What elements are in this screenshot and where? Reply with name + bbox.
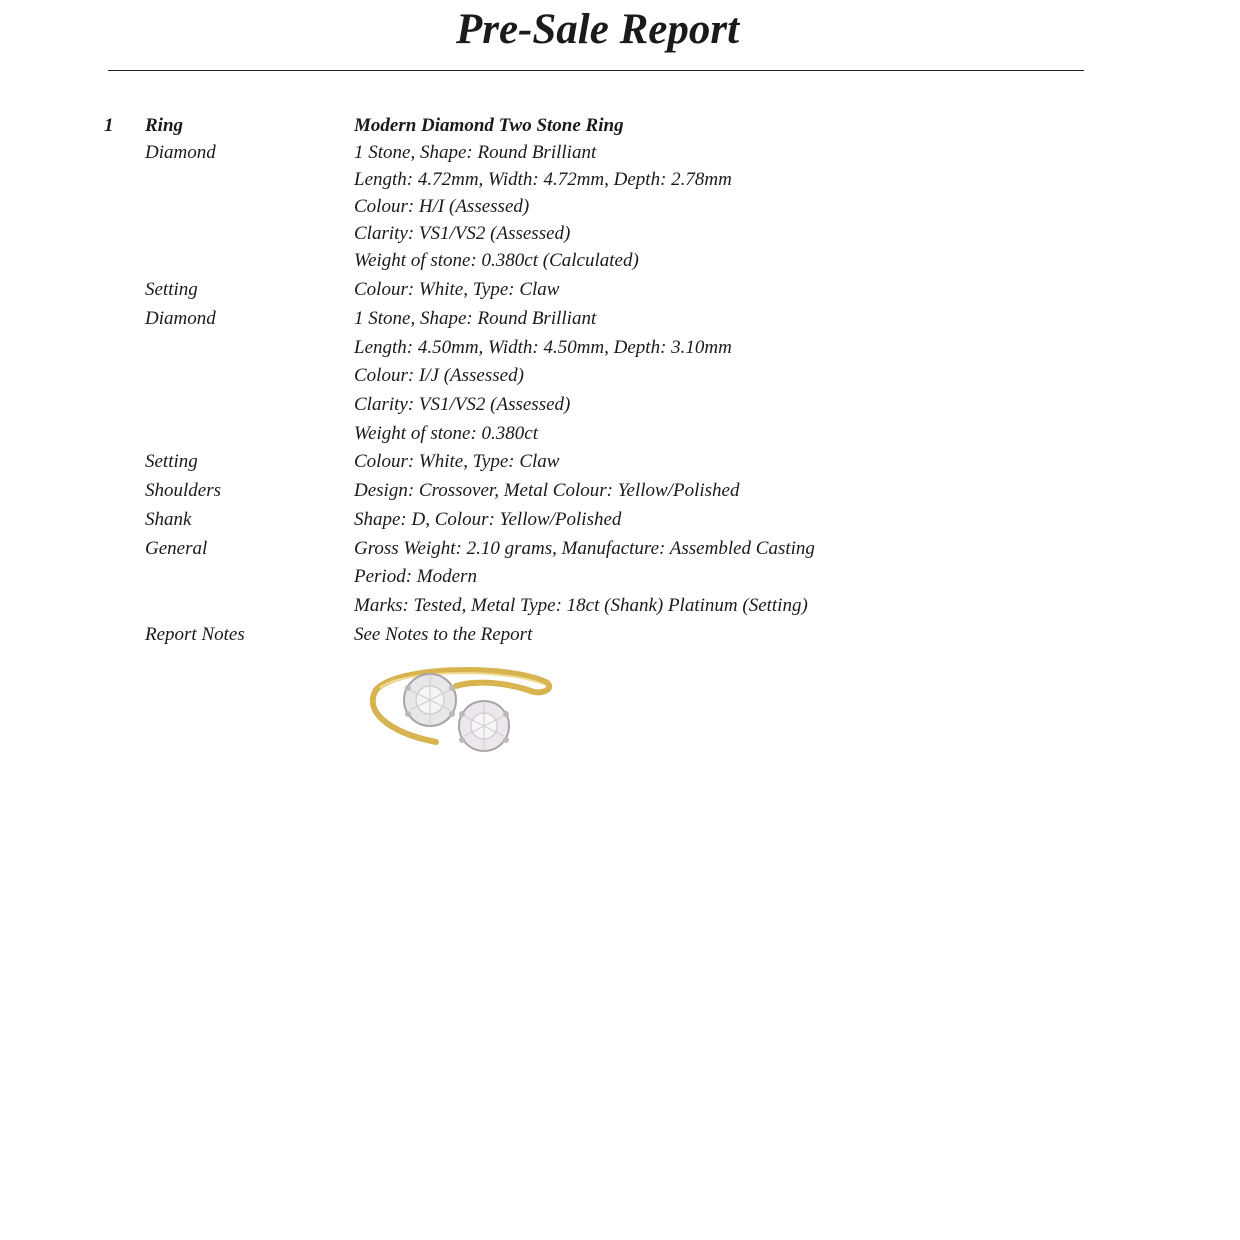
detail-row (0, 222, 1240, 248)
ring-photo (356, 660, 556, 760)
row-value: Clarity: VS1/VS2 (Assessed) (354, 223, 571, 244)
detail-row-report-notes (0, 623, 1240, 649)
detail-row-shoulders (0, 479, 1240, 505)
detail-row-diamond-1 (0, 141, 1240, 167)
row-label: Setting (145, 451, 198, 472)
row-value: Length: 4.72mm, Width: 4.72mm, Depth: 2.78mm (354, 169, 732, 190)
row-value: Colour: White, Type: Claw (354, 279, 560, 300)
row-value: See Notes to the Report (354, 624, 533, 645)
row-label: Diamond (145, 142, 216, 163)
detail-row (0, 393, 1240, 419)
detail-row (0, 565, 1240, 591)
row-value: Shape: D, Colour: Yellow/Polished (354, 509, 622, 530)
row-value: Colour: H/I (Assessed) (354, 196, 530, 217)
detail-row-shank (0, 508, 1240, 534)
detail-row-item (0, 114, 1240, 140)
detail-row (0, 195, 1240, 221)
row-label: Shoulders (145, 480, 221, 501)
detail-row-setting-1 (0, 278, 1240, 304)
detail-row (0, 364, 1240, 390)
detail-row (0, 336, 1240, 362)
row-value: Weight of stone: 0.380ct (354, 423, 538, 444)
row-label: Report Notes (145, 624, 245, 645)
row-value: Colour: I/J (Assessed) (354, 365, 524, 386)
detail-row (0, 249, 1240, 275)
row-value: Weight of stone: 0.380ct (Calculated) (354, 250, 639, 271)
detail-row-setting-2 (0, 450, 1240, 476)
row-value: Clarity: VS1/VS2 (Assessed) (354, 394, 571, 415)
row-label: Diamond (145, 308, 216, 329)
row-value: Colour: White, Type: Claw (354, 451, 560, 472)
row-value: Modern Diamond Two Stone Ring (354, 115, 624, 136)
detail-row (0, 422, 1240, 448)
row-value: Design: Crossover, Metal Colour: Yellow/Polished (354, 480, 740, 501)
row-label: Ring (145, 115, 184, 136)
row-value: Length: 4.50mm, Width: 4.50mm, Depth: 3.10mm (354, 337, 732, 358)
row-label: Setting (145, 279, 198, 300)
detail-row-diamond-2 (0, 307, 1240, 333)
row-value: 1 Stone, Shape: Round Brilliant (354, 142, 597, 163)
title-underline (108, 70, 1084, 71)
detail-row (0, 168, 1240, 194)
row-label: General (145, 538, 208, 559)
row-value: Period: Modern (354, 566, 477, 587)
detail-row (0, 594, 1240, 620)
lot-number: 1 (104, 115, 114, 136)
detail-row-general (0, 537, 1240, 563)
row-value: 1 Stone, Shape: Round Brilliant (354, 308, 597, 329)
row-value: Gross Weight: 2.10 grams, Manufacture: Assembled Casting (354, 538, 815, 559)
row-label: Shank (145, 509, 192, 530)
row-value: Marks: Tested, Metal Type: 18ct (Shank) Platinum (Setting) (354, 595, 808, 616)
page-title: Pre-Sale Report (455, 6, 740, 53)
